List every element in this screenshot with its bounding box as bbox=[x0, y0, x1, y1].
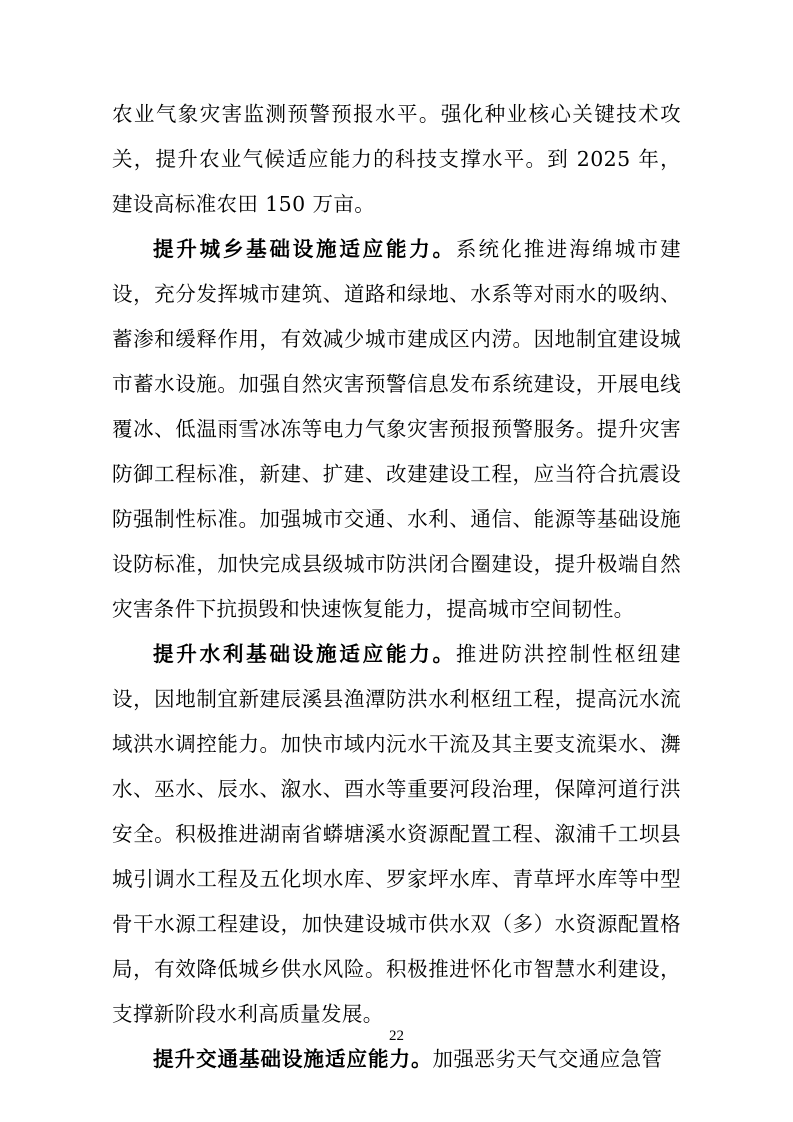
paragraph-text: 加强恶劣天气交通应急管 bbox=[432, 1047, 663, 1071]
paragraph-text: 农业气象灾害监测预警预报水平。强化种业核心关键技术攻关，提升农业气候适应能力的科技支撑水平。到 2025 年，建设高标准农田 150 万亩。 bbox=[112, 102, 681, 216]
document-body bbox=[112, 92, 681, 1082]
paragraph-lead: 提升交通基础设施适应能力。 bbox=[153, 1047, 433, 1071]
page-number: 22 bbox=[389, 1028, 404, 1044]
paragraph-lead: 提升水利基础设施适应能力。 bbox=[153, 642, 456, 666]
paragraph-text: 系统化推进海绵城市建设，充分发挥城市建筑、道路和绿地、水系等对雨水的吸纳、蓄渗和缓释作用，有效减少城市建成区内涝。因地制宜建设城市蓄水设施。加强自然灾害预警信息发布系统建设，开展电线覆冰、低温雨雪冰冻等电力气象灾害预报预警服务。提升灾害防御工程标准，新建、扩建、改建建设工程，应当符合抗震设防强制性标准。加强城市交通、水利、通信、能源等基础设施设防标准，加快完成县级城市防洪闭合圈建设，提升极端自然灾害条件下抗损毁和快速恢复能力，提高城市空间韧性。 bbox=[112, 237, 682, 621]
paragraph-lead: 提升城乡基础设施适应能力。 bbox=[153, 237, 456, 261]
paragraph-text: 推进防洪控制性枢纽建设，因地制宜新建辰溪县渔潭防洪水利枢纽工程，提高沅水流域洪水调控能力。加快市域内沅水干流及其主要支流渠水、㵲水、巫水、辰水、溆水、酉水等重要河段治理，保障河道行洪安全。积极推进湖南省蟒塘溪水资源配置工程、溆浦千工坝县城引调水工程及五化坝水库、罗家坪水库、青草坪水库等中型骨干水源工程建设，加快建设城市供水双（多）水资源配置格局，有效降低城乡供水风险。积极推进怀化市智慧水利建设，支撑新阶段水利高质量发展。 bbox=[112, 642, 682, 1026]
paragraph bbox=[112, 227, 681, 632]
paragraph bbox=[112, 632, 681, 1037]
paragraph bbox=[112, 92, 681, 227]
